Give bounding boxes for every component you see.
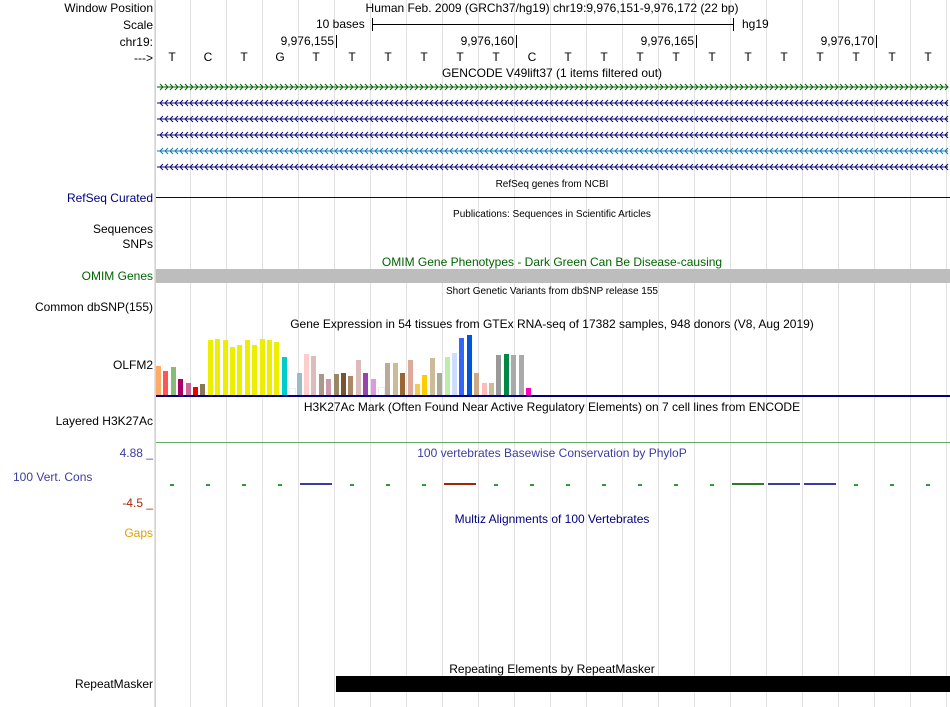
gtex-tissue-bar[interactable] (415, 384, 420, 395)
gtex-tissue-bar[interactable] (408, 360, 413, 395)
base-letter: T (744, 50, 752, 64)
gtex-tissue-bar[interactable] (496, 355, 501, 395)
base-letter: T (780, 50, 788, 64)
phylop-score-mark (674, 484, 678, 486)
gencode-track-title[interactable]: GENCODE V49lift37 (1 items filtered out) (441, 66, 663, 80)
base-letter: T (600, 50, 608, 64)
phylop-score-mark (206, 484, 210, 486)
gtex-tissue-bar[interactable] (304, 354, 309, 395)
gtex-tissue-bar[interactable] (186, 383, 191, 395)
gtex-tissue-bar[interactable] (385, 363, 390, 395)
gtex-tissue-bar[interactable] (489, 383, 494, 395)
base-letter: T (492, 50, 500, 64)
gtex-tissue-bar[interactable] (341, 373, 346, 395)
base-letter: T (708, 50, 716, 64)
base-letter: T (564, 50, 572, 64)
gtex-tissue-bar[interactable] (319, 374, 324, 395)
gtex-tissue-bar[interactable] (215, 339, 220, 395)
h3k27ac-track-label[interactable]: Layered H3K27Ac (55, 414, 153, 428)
gtex-tissue-bar[interactable] (245, 340, 250, 395)
gtex-tissue-bar[interactable] (223, 340, 228, 395)
gtex-tissue-bar[interactable] (267, 340, 272, 395)
phylop-score-bar (804, 483, 836, 485)
sequences-track-label[interactable]: Sequences (92, 222, 153, 236)
gtex-tissue-bar[interactable] (504, 354, 509, 395)
gtex-tissue-bar[interactable] (237, 345, 242, 395)
base-letter: T (888, 50, 896, 64)
scale-label: Scale (122, 18, 153, 32)
phylop-score-bar (444, 483, 476, 485)
omim-feature-bar[interactable] (156, 269, 950, 283)
base-letter: G (275, 50, 285, 64)
gtex-tissue-bar[interactable] (363, 373, 368, 395)
chromosome-tick-label: 9,976,160 (460, 34, 514, 48)
gtex-tissue-bar[interactable] (459, 338, 464, 395)
phylop-track-title[interactable]: 100 vertebrates Basewise Conservation by PhyloP (417, 446, 687, 460)
phylop-score-bar (768, 483, 800, 485)
gtex-tissue-bar[interactable] (297, 373, 302, 395)
gaps-label: Gaps (124, 526, 153, 540)
chromosome-tick-label: 9,976,155 (280, 34, 334, 48)
publications-track-title[interactable]: Publications: Sequences in Scientific Articles (453, 209, 651, 220)
phylop-score-mark (530, 484, 534, 486)
h3k27ac-signal-line (156, 442, 950, 443)
phylop-score-mark (170, 484, 174, 486)
dbsnp-track-title[interactable]: Short Genetic Variants from dbSNP release 155 (446, 286, 658, 297)
gtex-tissue-bar[interactable] (274, 342, 279, 395)
base-letter: T (240, 50, 248, 64)
gtex-tissue-bar[interactable] (260, 339, 265, 395)
phylop-score-mark (566, 484, 570, 486)
chromosome-label: chr19: (119, 35, 153, 49)
gtex-tissue-bar[interactable] (178, 379, 183, 395)
gtex-tissue-bar[interactable] (171, 367, 176, 395)
phylop-track-label[interactable]: 100 Vert. Cons (13, 470, 93, 484)
window-position-label: Window Position (64, 1, 153, 15)
base-letter: T (924, 50, 932, 64)
base-letter: C (527, 50, 537, 64)
snps-track-label[interactable]: SNPs (122, 237, 153, 251)
omim-track-label[interactable]: OMIM Genes (81, 269, 153, 283)
phylop-score-mark (710, 484, 714, 486)
phylop-score-mark (854, 484, 858, 486)
chromosome-tick-label: 9,976,165 (640, 34, 694, 48)
phylop-min-label: -4.5 _ (122, 496, 153, 510)
scale-bases-text: 10 bases (316, 17, 365, 31)
phylop-score-mark (638, 484, 642, 486)
gtex-tissue-bar[interactable] (445, 357, 450, 395)
gtex-tissue-bar[interactable] (193, 387, 198, 395)
base-letter: T (672, 50, 680, 64)
window-position-value: Human Feb. 2009 (GRCh37/hg19) chr19:9,976,151-9,976,172 (22 bp) (365, 1, 739, 15)
gtex-tissue-bar[interactable] (519, 355, 524, 395)
scale-db-label: hg19 (742, 17, 769, 31)
gtex-tissue-bar[interactable] (208, 340, 213, 395)
phylop-score-mark (494, 484, 498, 486)
gtex-tissue-bar[interactable] (348, 376, 353, 395)
phylop-score-mark (386, 484, 390, 486)
gtex-tissue-bar[interactable] (511, 355, 516, 395)
refseq-track-title[interactable]: RefSeq genes from NCBI (495, 179, 609, 190)
h3k27ac-track-title[interactable]: H3K27Ac Mark (Often Found Near Active Regulatory Elements) on 7 cell lines from ENCODE (303, 400, 801, 414)
gtex-tissue-bar[interactable] (474, 373, 479, 395)
dbsnp-track-label[interactable]: Common dbSNP(155) (34, 300, 153, 314)
gtex-tissue-bar[interactable] (230, 347, 235, 395)
phylop-score-mark (278, 484, 282, 486)
multiz-track-title[interactable]: Multiz Alignments of 100 Vertebrates (454, 512, 650, 526)
base-letter: T (636, 50, 644, 64)
base-letter: T (816, 50, 824, 64)
gtex-tissue-bar[interactable] (356, 360, 361, 395)
gtex-tissue-bar[interactable] (437, 373, 442, 395)
gtex-tissue-bar[interactable] (393, 363, 398, 395)
phylop-score-mark (926, 484, 930, 486)
chromosome-tick-label: 9,976,170 (820, 34, 874, 48)
base-letter: T (384, 50, 392, 64)
gtex-tissue-bar[interactable] (252, 345, 257, 395)
repeatmasker-track-label[interactable]: RepeatMasker (74, 677, 153, 691)
gtex-track-title[interactable]: Gene Expression in 54 tissues from GTEx RNA-seq of 17382 samples, 948 donors (V8, Aug 2019) (290, 317, 814, 331)
gtex-tissue-bar[interactable] (163, 371, 168, 395)
gtex-tissue-bar[interactable] (282, 357, 287, 395)
base-letter: T (348, 50, 356, 64)
gtex-tissue-bar[interactable] (334, 374, 339, 395)
phylop-score-mark (350, 484, 354, 486)
phylop-score-bar (732, 483, 764, 485)
gtex-tissue-bar[interactable] (200, 384, 205, 395)
base-letter: T (168, 50, 176, 64)
gtex-tissue-bar[interactable] (467, 335, 472, 395)
repeatmasker-feature-bar[interactable] (336, 676, 950, 692)
gtex-tissue-bar[interactable] (400, 373, 405, 395)
gtex-tissue-bar[interactable] (311, 356, 316, 395)
gtex-tissue-bar[interactable] (430, 358, 435, 395)
phylop-score-mark (422, 484, 426, 486)
base-letter: C (203, 50, 213, 64)
gtex-baseline (156, 395, 950, 397)
base-letter: T (852, 50, 860, 64)
phylop-score-mark (242, 484, 246, 486)
phylop-score-mark (890, 484, 894, 486)
phylop-score-bar (300, 483, 332, 485)
gtex-tissue-bar[interactable] (526, 388, 531, 395)
base-letter: T (312, 50, 320, 64)
gtex-tissue-bar[interactable] (156, 366, 161, 395)
base-letter: T (456, 50, 464, 64)
gtex-tissue-bar[interactable] (482, 383, 487, 395)
repeatmasker-track-title[interactable]: Repeating Elements by RepeatMasker (449, 662, 655, 676)
refseq-gene-line[interactable] (156, 197, 950, 198)
gtex-tissue-bar[interactable] (371, 379, 376, 395)
strand-label: ---> (134, 51, 153, 65)
gtex-tissue-bar[interactable] (326, 379, 331, 395)
refseq-track-label[interactable]: RefSeq Curated (66, 191, 153, 205)
omim-track-title[interactable]: OMIM Gene Phenotypes - Dark Green Can Be Disease-causing (381, 255, 723, 269)
gtex-tissue-bar[interactable] (422, 375, 427, 395)
phylop-max-label: 4.88 _ (119, 446, 153, 460)
gtex-track-label[interactable]: OLFM2 (112, 358, 153, 372)
gtex-tissue-bar[interactable] (452, 353, 457, 395)
base-letter: T (420, 50, 428, 64)
phylop-score-mark (602, 484, 606, 486)
